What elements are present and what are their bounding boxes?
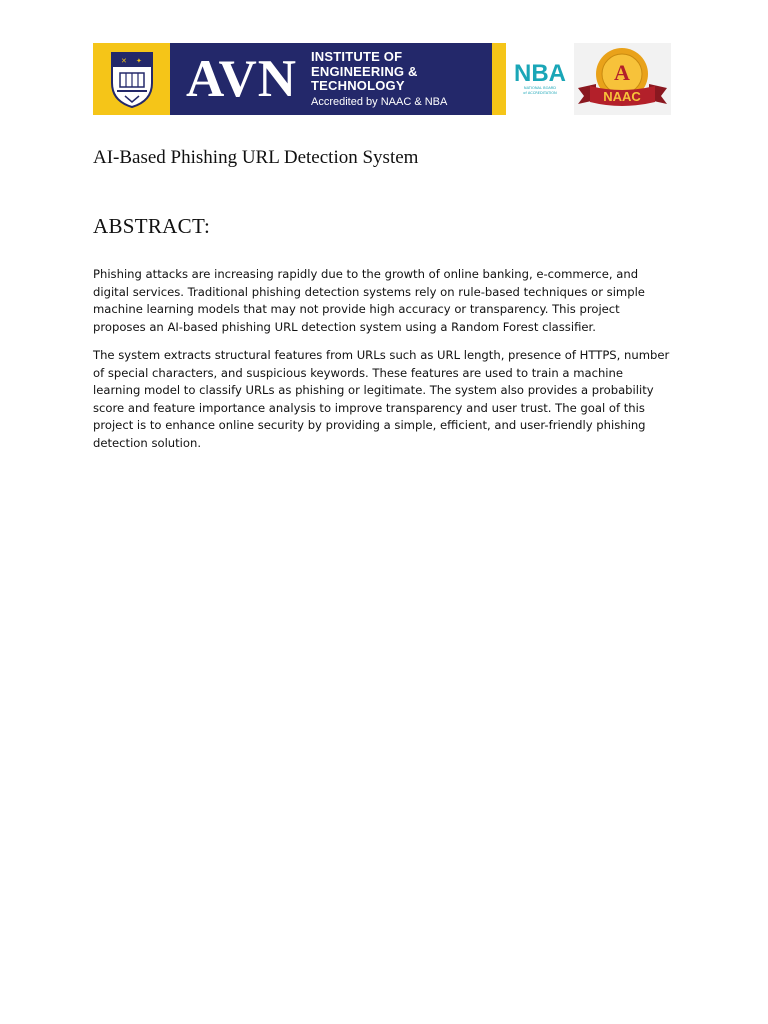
- svg-text:NATIONAL BOARD: NATIONAL BOARD: [523, 86, 557, 90]
- nba-icon: [510, 54, 570, 104]
- abstract-paragraph-1: Phishing attacks are increasing rapidly due to the growth of online banking, e-commerce, and digital services. Traditional phishing detection systems rely on rule-based techniques or simple machine learning models that may not provide high accuracy or transparency. This project proposes an AI-based phishing URL detection system using a Random Forest classifier.: [93, 267, 645, 334]
- crest-logo: [93, 43, 170, 115]
- institute-name: [311, 50, 492, 108]
- avn-logo-text: AVN: [186, 49, 297, 108]
- accreditation-text: Accredited by NAAC & NBA: [311, 95, 448, 108]
- nba-logo: [506, 43, 574, 115]
- institution-banner: [93, 43, 671, 115]
- naac-seal-icon: [574, 44, 671, 114]
- section-heading: ABSTRACT:: [93, 214, 211, 238]
- institute-line-2: ENGINEERING & TECHNOLOGY: [311, 63, 418, 94]
- nba-logo-text: NBA: [514, 60, 566, 87]
- svg-text:of ACCREDITATION: of ACCREDITATION: [523, 91, 557, 95]
- naac-label: NAAC: [603, 89, 641, 104]
- institute-name-panel: [170, 43, 492, 115]
- crest-icon: [107, 49, 157, 109]
- institute-line-1: INSTITUTE OF: [311, 49, 403, 65]
- document-title: AI-Based Phishing URL Detection System: [93, 147, 419, 168]
- naac-seal: [574, 43, 671, 115]
- yellow-accent-strip: [492, 43, 506, 115]
- abstract-paragraph-2: The system extracts structural features from URLs such as URL length, presence of HTTPS, number of special characters, and suspicious keywords. These features are used to train a machine learning model to classify URLs as phishing or legitimate. The system also provides a probability score and feature importance analysis to improve transparency and user trust. The goal of this project is to enhance online security by providing a simple, efficient, and user-friendly phishing detection solution.: [93, 348, 670, 450]
- naac-grade: A: [614, 60, 630, 85]
- svg-text:✕: ✕: [120, 57, 127, 65]
- svg-text:✦: ✦: [135, 57, 142, 65]
